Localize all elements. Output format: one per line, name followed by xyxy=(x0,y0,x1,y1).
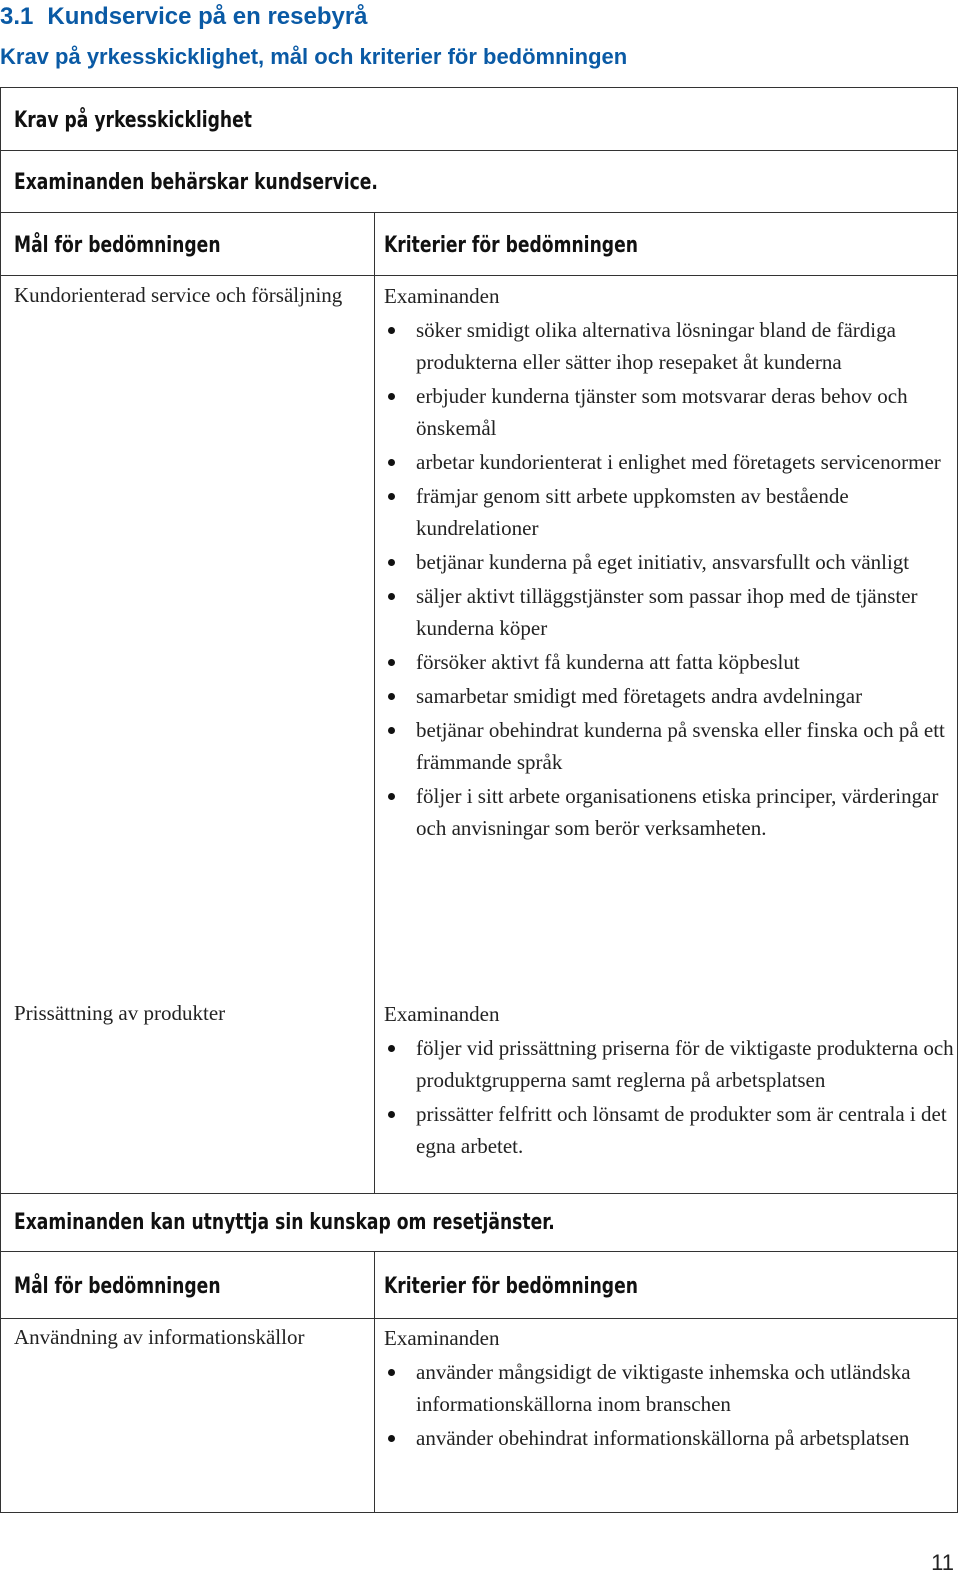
criteria-information-sources xyxy=(384,1322,954,1456)
section-number: 3.1 xyxy=(0,3,34,30)
competence-statement-1: Examinanden behärskar kundservice. xyxy=(14,170,378,195)
rule-after-statement-1 xyxy=(0,212,958,213)
rule-after-requirements xyxy=(0,150,958,151)
list-item: erbjuder kunderna tjänster som motsvarar deras behov och önskemål xyxy=(384,380,954,444)
list-item: följer i sitt arbete organisationens etiska principer, värderingar och anvisningar som berör verksamheten. xyxy=(384,780,954,844)
list-item: betjänar kunderna på eget initiativ, ansvarsfullt och vänligt xyxy=(384,546,954,578)
rule-after-headers-2 xyxy=(0,1318,958,1319)
list-item: söker smidigt olika alternativa lösningar bland de färdiga produkterna eller sätter ihop resepaket åt kunderna xyxy=(384,314,954,378)
list-item: försöker aktivt få kunderna att fatta köpbeslut xyxy=(384,646,954,678)
column-divider-2 xyxy=(374,1251,375,1512)
criteria-header-2: Kriterier för bedömningen xyxy=(384,1274,638,1299)
goal-header-1: Mål för bedömningen xyxy=(14,233,221,258)
criteria-pricing xyxy=(384,998,954,1164)
page-number: 11 xyxy=(931,1550,954,1575)
criteria-customer-service xyxy=(384,280,954,846)
rule-after-statement-2 xyxy=(0,1251,958,1252)
goal-header-2: Mål för bedömningen xyxy=(14,1274,221,1299)
section-subtitle: Krav på yrkesskicklighet, mål och kriterier för bedömningen xyxy=(0,44,628,69)
section-title: Kundservice på en resebyrå xyxy=(47,3,368,30)
list-item: säljer aktivt tilläggstjänster som passar ihop med de tjänster kunderna köper xyxy=(384,580,954,644)
goal-pricing: Prissättning av produkter xyxy=(14,1001,226,1025)
requirements-heading: Krav på yrkesskicklighet xyxy=(14,108,252,133)
section-heading xyxy=(0,0,368,34)
list-item: främjar genom sitt arbete uppkomsten av bestående kundrelationer xyxy=(384,480,954,544)
list-item: följer vid prissättning priserna för de viktigaste produkterna och produktgrupperna samt reglerna på arbetsplatsen xyxy=(384,1032,954,1096)
criteria-lead: Examinanden xyxy=(384,1002,500,1026)
criteria-header-1: Kriterier för bedömningen xyxy=(384,233,638,258)
competence-statement-2: Examinanden kan utnyttja sin kunskap om resetjänster. xyxy=(14,1210,555,1235)
rule-after-headers-1 xyxy=(0,275,958,276)
list-item: använder obehindrat informationskällorna på arbetsplatsen xyxy=(384,1422,954,1454)
list-item: använder mångsidigt de viktigaste inhemska och utländska informationskällorna inom branschen xyxy=(384,1356,954,1420)
goal-customer-service: Kundorienterad service och försäljning xyxy=(14,283,343,307)
criteria-lead: Examinanden xyxy=(384,1326,500,1350)
list-item: betjänar obehindrat kunderna på svenska eller finska och på ett främmande språk xyxy=(384,714,954,778)
list-item: arbetar kundorienterat i enlighet med företagets servicenormer xyxy=(384,446,954,478)
list-item: prissätter felfritt och lönsamt de produkter som är centrala i det egna arbetet. xyxy=(384,1098,954,1162)
rule-after-table-1 xyxy=(0,1193,958,1194)
criteria-lead: Examinanden xyxy=(384,284,500,308)
goal-information-sources: Användning av informationskällor xyxy=(14,1325,305,1349)
list-item: samarbetar smidigt med företagets andra avdelningar xyxy=(384,680,954,712)
column-divider-1 xyxy=(374,212,375,1193)
